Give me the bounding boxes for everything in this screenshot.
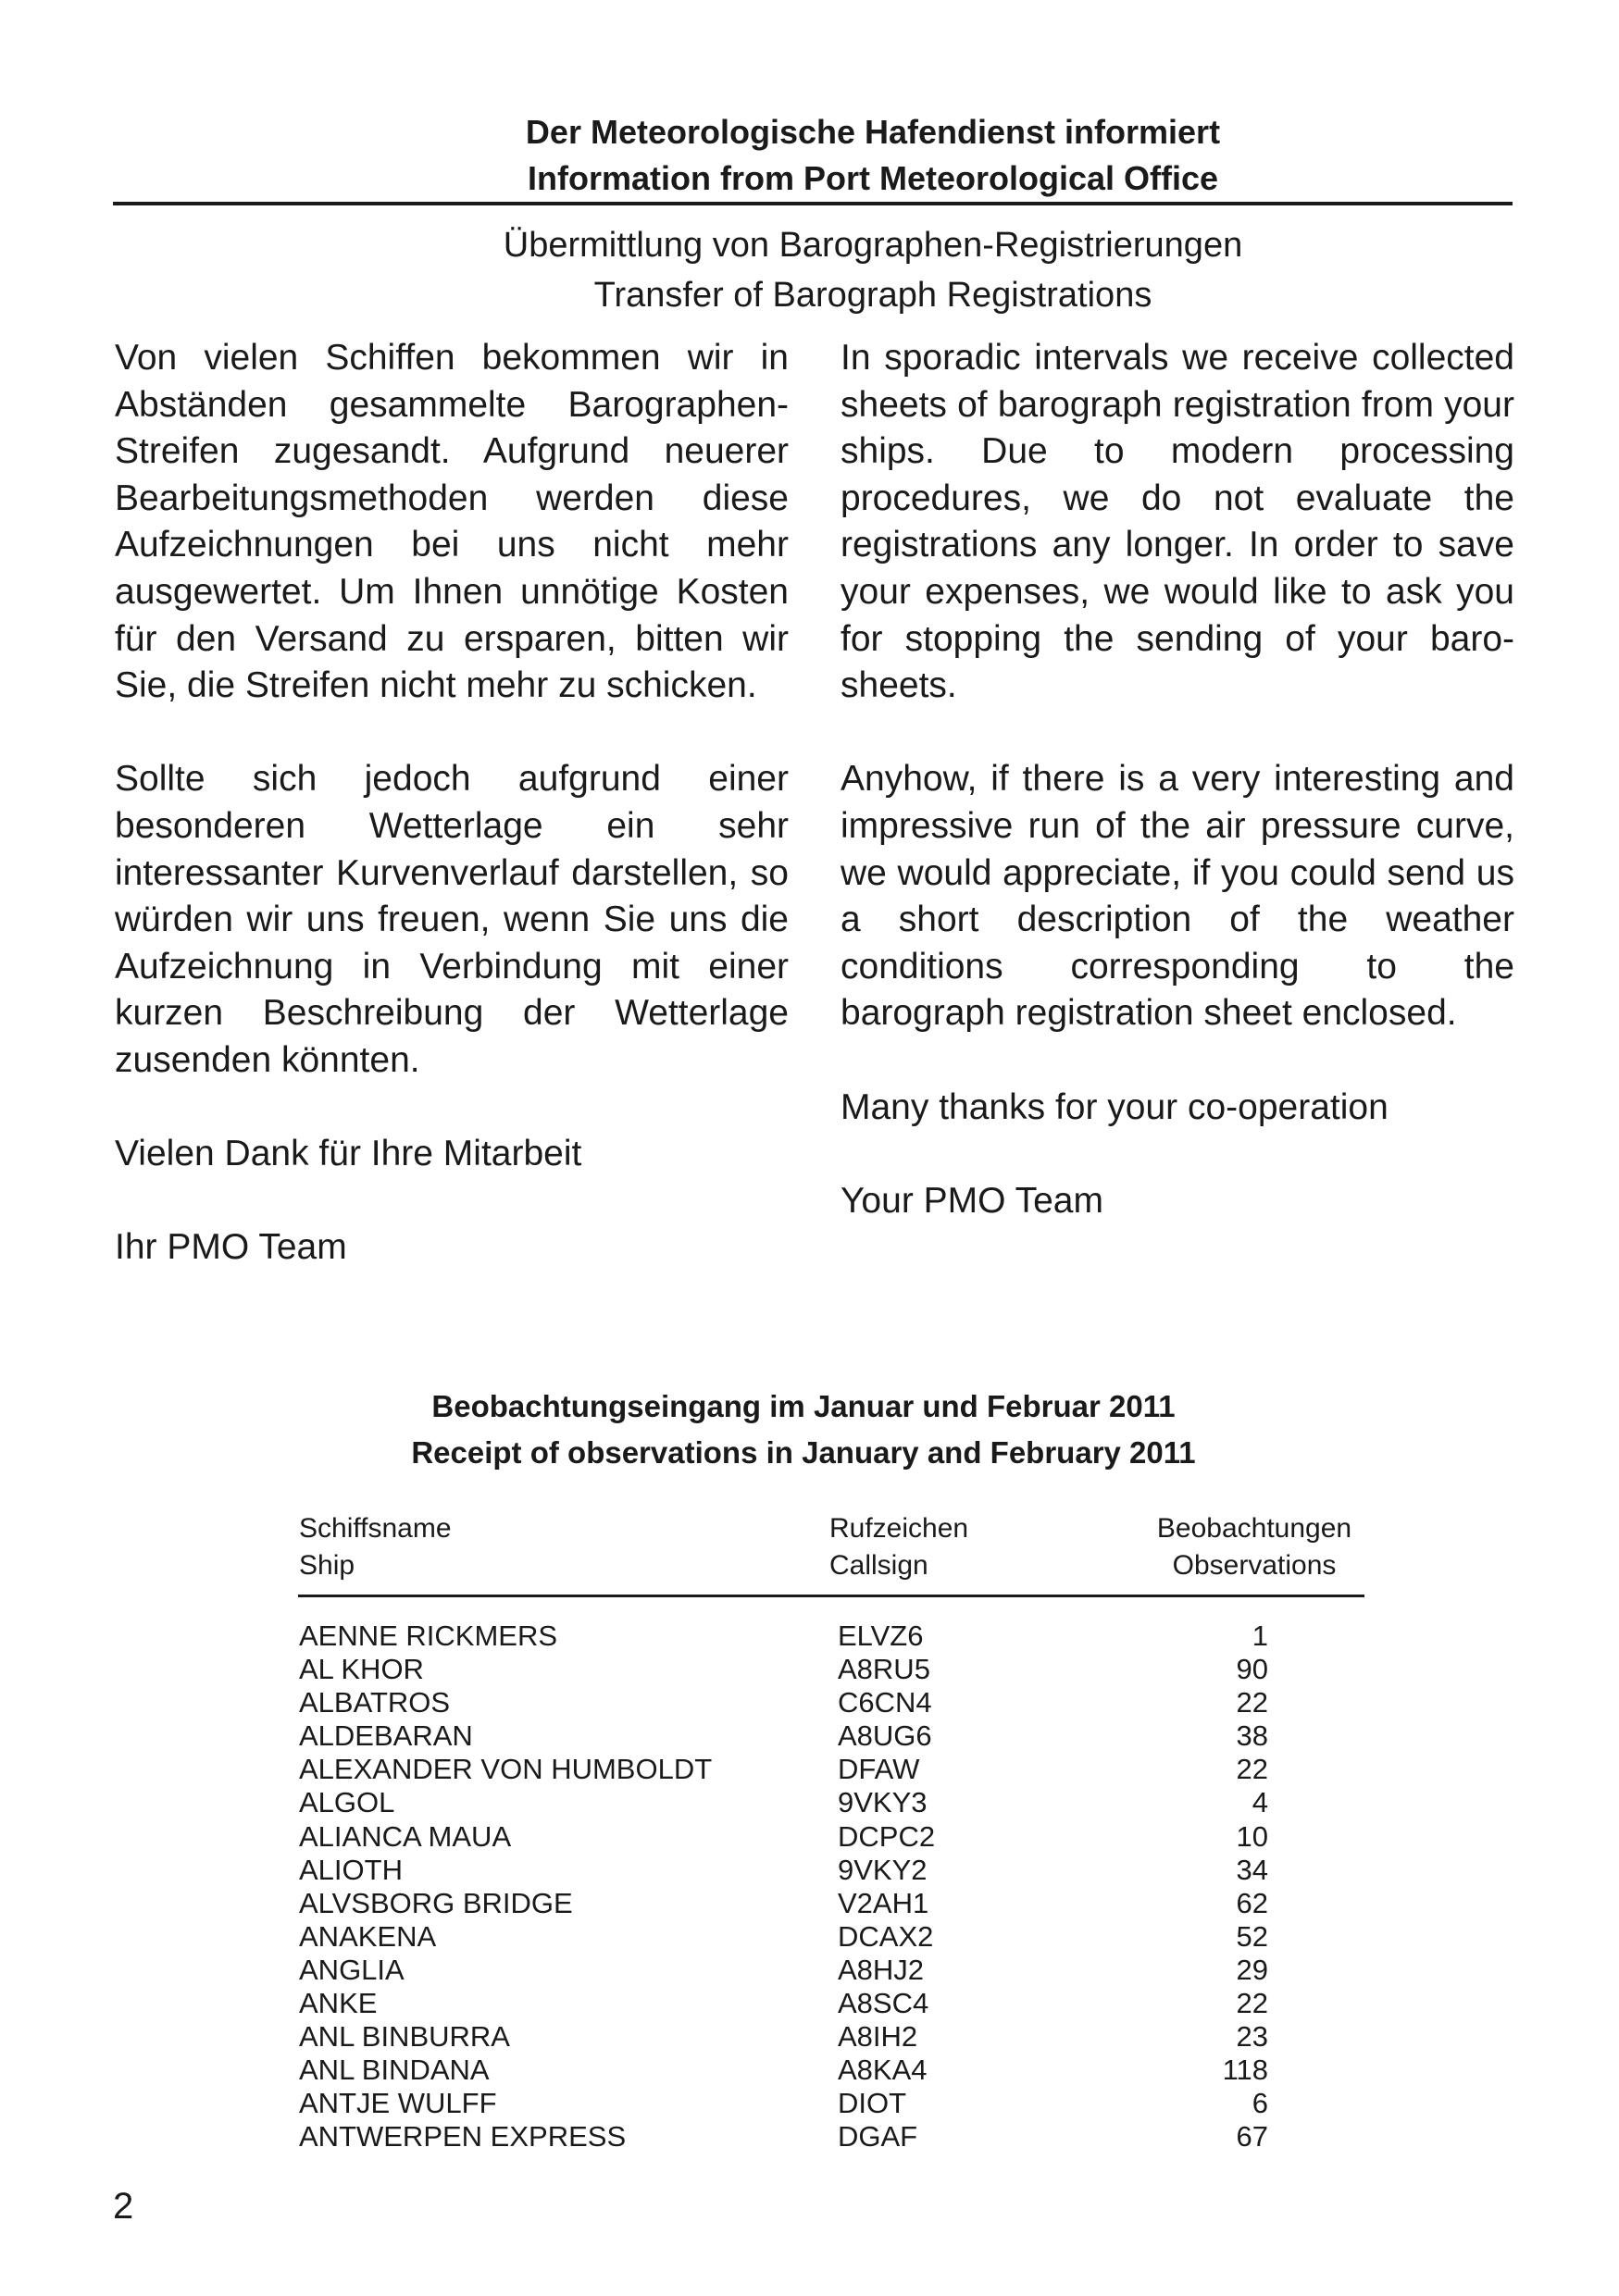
callsign-cell: A8KA4 [838,2054,928,2087]
header-title-en: Information from Port Meteorological Office [527,159,1219,197]
table-header-rule [298,1595,1364,1597]
observations-cell: 34 [1236,1853,1268,1886]
column-header-observations [1139,1510,1370,1584]
table-row [0,1686,1619,1719]
callsign-cell: DGAF [838,2120,918,2153]
header-title-de: Der Meteorologische Hafendienst informiert [525,113,1221,151]
callsign-cell: V2AH1 [838,1886,929,1919]
german-signature: Ihr PMO Team [115,1227,347,1268]
ship-cell: ANL BINBURRA [299,2020,510,2054]
callsign-cell: A8UG6 [838,1719,932,1753]
ship-cell: ALVSBORG BRIDGE [299,1886,573,1919]
german-column [115,335,789,1272]
callsign-cell: A8HJ2 [838,1953,925,1986]
column-header-callsign-en: Callsign [829,1550,928,1581]
ship-cell: ANTWERPEN EXPRESS [299,2120,627,2153]
callsign-cell: DCPC2 [838,1819,936,1853]
table-row [0,1854,1619,1887]
callsign-cell: DCAX2 [838,1919,934,1953]
ship-cell: ALDEBARAN [299,1719,473,1753]
ship-cell: ALGOL [299,1786,395,1819]
table-row [0,1786,1619,1819]
subheading-de: Übermittlung von Barographen-Registrierungen [503,226,1243,265]
callsign-cell: 9VKY3 [838,1786,928,1819]
observations-cell: 29 [1236,1953,1268,1986]
column-header-observations-en: Observations [1172,1550,1337,1581]
stats-title [278,1384,1329,1476]
english-column [841,335,1514,1224]
observations-cell: 52 [1236,1919,1268,1953]
observations-cell: 62 [1236,1886,1268,1919]
callsign-cell: 9VKY2 [838,1853,928,1886]
table-row [0,1954,1619,1987]
subheading [113,220,1513,320]
callsign-cell: DFAW [838,1753,920,1786]
ship-cell: ALIANCA MAUA [299,1819,512,1853]
observations-cell: 10 [1236,1819,1268,1853]
table-row [0,2054,1619,2087]
german-paragraph-1: Von vielen Schiffen bekommen wir in Abständen gesammelte Barographen-Streifen zugesandt. Aufgrund neuerer Bearbeitungsmethoden werden diese Aufzeichnungen bei uns nicht mehr ausgewertet. Um Ihnen unnötige Kosten für den Versand zu ersparen, bitten wir Sie, die Streifen nicht mehr zu schicken. [115,338,789,706]
ship-cell: ANGLIA [299,1953,405,1986]
table-row [0,1653,1619,1686]
observations-cell: 118 [1222,2054,1268,2087]
table-row [0,1987,1619,2020]
observations-cell: 22 [1236,1987,1268,2020]
observations-cell: 4 [1252,1786,1268,1819]
ship-cell: ALIOTH [299,1853,403,1886]
table-row [0,1753,1619,1786]
table-row [0,1620,1619,1653]
observations-cell: 23 [1236,2020,1268,2054]
ship-cell: ANTJE WULFF [299,2087,497,2120]
observations-cell: 67 [1236,2120,1268,2153]
callsign-cell: C6CN4 [838,1686,932,1719]
callsign-cell: A8SC4 [838,1987,929,2020]
english-paragraph-1: In sporadic intervals we receive collected sheets of barograph registration from your ships. Due to modern processing procedures, we do not evaluate the registrations any longer. In order to save your expenses, we would like to ask you for stopping the sending of your baro-sheets. [841,338,1514,706]
german-thanks: Vielen Dank für Ihre Mitarbeit [115,1134,582,1174]
observations-cell: 6 [1252,2087,1268,2120]
ship-cell: ANL BINDANA [299,2054,490,2087]
ship-cell: ANKE [299,1987,378,2020]
callsign-cell: ELVZ6 [838,1620,924,1652]
table-row [0,1820,1619,1854]
ship-cell: ALBATROS [299,1686,451,1719]
page-number: 2 [113,2186,134,2227]
column-header-ship-de: Schiffsname [299,1513,452,1544]
observations-cell: 22 [1236,1753,1268,1786]
column-header-ship [299,1510,452,1584]
ship-cell: ALEXANDER VON HUMBOLDT [299,1753,713,1786]
table-row [0,1920,1619,1954]
observations-cell: 1 [1252,1620,1268,1652]
table-row [0,2020,1619,2054]
subheading-en: Transfer of Barograph Registrations [593,276,1152,315]
callsign-cell: DIOT [838,2087,907,2120]
callsign-cell: A8RU5 [838,1653,930,1686]
table-row [0,1887,1619,1920]
ship-cell: AENNE RICKMERS [299,1620,558,1652]
ship-cell: ANAKENA [299,1919,437,1953]
german-paragraph-2: Sollte sich jedoch aufgrund einer besonderen Wetterlage ein sehr interessanter Kurvenverlauf darstellen, so würden wir uns freuen, wenn Sie uns die Aufzeichnung in Verbindung mit einer kurzen Beschreibung der Wetterlage zusenden könnten. [115,759,789,1080]
callsign-cell: A8IH2 [838,2020,918,2054]
column-header-ship-en: Ship [299,1550,355,1581]
ship-cell: AL KHOR [299,1653,424,1686]
stats-title-de: Beobachtungseingang im Januar und Februar 2011 [431,1389,1176,1423]
stats-title-en: Receipt of observations in January and February 2011 [411,1435,1196,1470]
column-header-callsign [829,1510,968,1584]
observations-cell: 90 [1236,1653,1268,1686]
column-header-observations-de: Beobachtungen [1156,1513,1352,1544]
english-paragraph-2: Anyhow, if there is a very interesting and impressive run of the air pressure curve, we would appreciate, if you could send us a short description of the weather conditions corresponding to the barograph registration sheet enclosed. [841,759,1514,1034]
page-header [113,109,1513,202]
english-thanks: Many thanks for your co-operation [841,1086,1389,1127]
column-header-callsign-de: Rufzeichen [829,1513,969,1544]
header-rule [113,202,1513,205]
observations-cell: 38 [1236,1719,1268,1753]
table-row [0,2087,1619,2120]
observations-cell: 22 [1236,1686,1268,1719]
observations-table [0,1620,1619,2154]
table-row [0,2120,1619,2153]
english-signature: Your PMO Team [841,1180,1103,1221]
table-row [0,1719,1619,1753]
